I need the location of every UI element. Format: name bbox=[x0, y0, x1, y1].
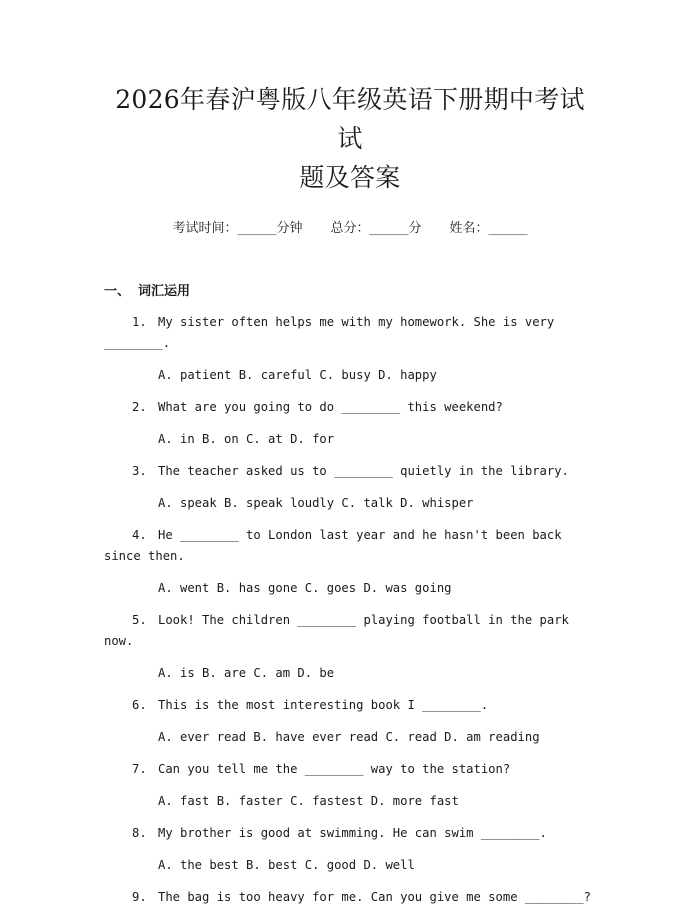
section-heading bbox=[104, 283, 596, 301]
question-number: 1. bbox=[132, 315, 147, 329]
question-number: 2. bbox=[132, 400, 147, 414]
question-number: 3. bbox=[132, 464, 147, 478]
exam-meta bbox=[104, 220, 596, 238]
question-number: 8. bbox=[132, 826, 147, 840]
question-5-options: A. is B. are C. am D. be bbox=[158, 666, 335, 680]
question-4-options: A. went B. has gone C. goes D. was going bbox=[158, 581, 452, 595]
question-number: 4. bbox=[132, 528, 147, 542]
question-7 bbox=[104, 759, 596, 780]
question-1-options: A. patient B. careful C. busy D. happy bbox=[158, 368, 437, 382]
question-text: Can you tell me the ________ way to the station? bbox=[158, 762, 511, 776]
question-text: He ________ to London last year and he hasn't been back since then. bbox=[104, 528, 562, 563]
question-text: My sister often helps me with my homework. She is very ________. bbox=[104, 315, 555, 350]
question-list bbox=[104, 312, 596, 908]
question-text: My brother is good at swimming. He can swim ________. bbox=[158, 826, 547, 840]
question-number: 6. bbox=[132, 698, 147, 712]
section-number: 一、 bbox=[104, 284, 131, 299]
section-title: 词汇运用 bbox=[138, 284, 191, 299]
question-2-options: A. in B. on C. at D. for bbox=[158, 432, 335, 446]
question-text: Look! The children ________ playing football in the park now. bbox=[104, 613, 569, 648]
question-text: This is the most interesting book I ________. bbox=[158, 698, 489, 712]
question-4 bbox=[104, 525, 596, 567]
question-6 bbox=[104, 695, 596, 716]
title-line-2: 题及答案 bbox=[299, 163, 401, 192]
question-3-options: A. speak B. speak loudly C. talk D. whisper bbox=[158, 496, 474, 510]
question-7-options: A. fast B. faster C. fastest D. more fast bbox=[158, 794, 459, 808]
question-8-options: A. the best B. best C. good D. well bbox=[158, 858, 415, 872]
question-number: 5. bbox=[132, 613, 147, 627]
document-title bbox=[104, 0, 596, 197]
total-score-field: 总分：______分 bbox=[330, 221, 422, 236]
question-2 bbox=[104, 397, 596, 418]
question-3 bbox=[104, 461, 596, 482]
exam-time-field: 考试时间：______分钟 bbox=[172, 221, 303, 236]
title-line-1: 2026年春沪粤版八年级英语下册期中考试试 bbox=[115, 85, 585, 153]
question-number: 9. bbox=[132, 890, 147, 904]
student-name-field: 姓名：______ bbox=[449, 221, 528, 236]
question-1 bbox=[104, 312, 596, 354]
question-5 bbox=[104, 610, 596, 652]
question-text: The bag is too heavy for me. Can you give me some ________? bbox=[158, 890, 591, 904]
question-number: 7. bbox=[132, 762, 147, 776]
question-6-options: A. ever read B. have ever read C. read D. am reading bbox=[158, 730, 540, 744]
question-8 bbox=[104, 823, 596, 844]
question-text: The teacher asked us to ________ quietly in the library. bbox=[158, 464, 569, 478]
question-text: What are you going to do ________ this weekend? bbox=[158, 400, 503, 414]
